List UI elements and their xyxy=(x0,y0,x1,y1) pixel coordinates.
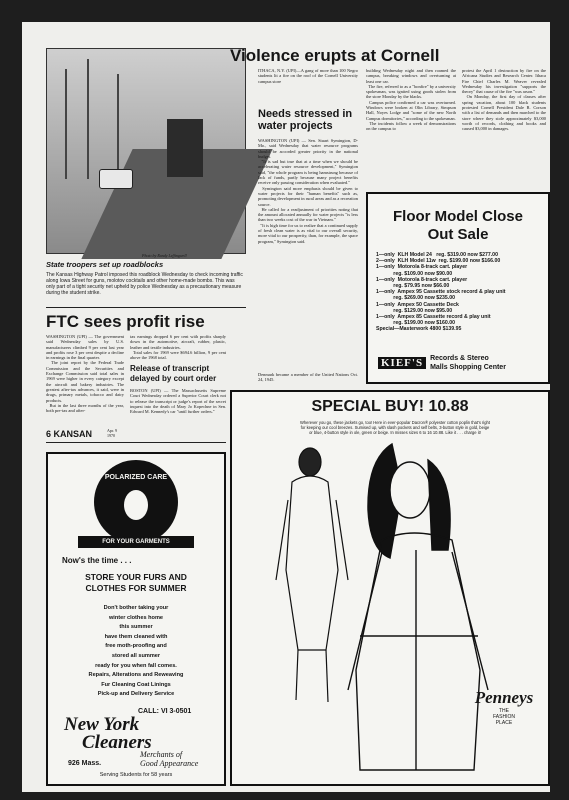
cornell-col1: ITHACA, N.Y. (UPI)—A gang of more than 100 Negro students lit a fire on the roof of the Cornell University campus store xyxy=(258,68,360,84)
kiefs-price-line: 1—only KLH Model 24 reg. $319.00 now $277.00 xyxy=(376,252,498,258)
page-number: 6 xyxy=(46,429,52,439)
woman-figure-large xyxy=(348,444,488,770)
penneys-logo-sub-line: FASHION xyxy=(493,714,515,720)
cleaners-service-line: Don't bother taking your xyxy=(103,605,169,611)
penneys-logo: Penneys xyxy=(474,688,534,707)
kiefs-tagline-line: Malls Shopping Center xyxy=(430,364,506,371)
masthead-date xyxy=(107,428,117,438)
logo-line: New York xyxy=(64,714,140,735)
kiefs-price-line: 1—only Motorola 8-track cart. player xyxy=(376,276,468,283)
penneys-logo-sub-line: THE xyxy=(499,708,509,714)
cleaners-service-line: stored all summer xyxy=(111,652,161,659)
ftc-col1: WASHINGTON (UPI) — The government said Wednesday sales by U.S. manufacturers climbed 9 per cent last year and profits rose 3 per cent despite a decline in earnings in the final quarter. The joint report by the Federal Trade Commission and the Securities and Exchange Commission said total sales in 1969 were higher in every category except the aircraft and bakery industries. The greatest after-tax advances, it said, were in drugs, primary metals, tobacco and dairy products. But in the last three months of the year, both pre-tax and after- xyxy=(46,334,124,414)
penneys-logo-block xyxy=(472,688,536,726)
car xyxy=(99,169,133,189)
cleaners-service-line: this summer xyxy=(119,624,153,631)
ftc-col2: tax earnings dropped 6 per cent with profits sharply down in the automotive, aircraft, rubber, plastic, leather and textile industries. Total sales for 1969 were $694.6 billion, 9 per cent above the 1968 total. xyxy=(130,334,226,361)
photo-caption-headline: State troopers set up roadblocks xyxy=(46,260,164,269)
store-heading xyxy=(48,572,224,594)
kiefs-price-line: 1—only Ampex 95 Cassette stock record & play unit xyxy=(376,289,506,296)
truck xyxy=(167,119,203,177)
cleaners-service-list xyxy=(48,604,224,700)
photo-credit: Photo by Randy Leffingwell xyxy=(142,253,187,258)
masthead-date-line: Apr. 9 xyxy=(107,428,117,433)
penneys-body: Wherever you go, these jackets go, too! Here in ever-popular Dacron® polyester cotton poplin that's right for keeping our cool breezes. Sumised up, with slash pockets and self belts, 3-button style in gold, beige or blue, 4-button style in ole, green or beige. In misses sizes 6 to 16 10.88. Like it . . . charge it! xyxy=(300,420,490,435)
tree-trunk xyxy=(87,59,89,179)
now-time-text: Now's the time . . . xyxy=(62,556,132,565)
transcript-body: BOSTON (UPI) — The Massachusetts Supreme Court Wednesday ordered a Superior Court clerk not to release the transcript or judge's report of the secret inquest into the death of Mary Jo Kopechne in Sen. Edward M. Kennedy's car "until further orders." xyxy=(130,388,228,415)
kiefs-price-line: reg. $199.00 now $160.00 xyxy=(376,320,456,327)
kiefs-price-line: reg. $129.00 now $95.00 xyxy=(376,307,453,314)
bear-icon xyxy=(124,490,148,520)
cornell-headline: Violence erupts at Cornell xyxy=(230,46,440,65)
cornell-col2: building Wednesday night and then roamed the campus, breaking windows and overturning at least one car. The fire, referred to as a "bonfire" by a university spokesman, was ignited using goods stolen from the store Monday by the blacks. Campus police confirmed a car was overturned. Windows were broken at Olin Library, Simpson Hall, Noyes Lodge and "some of the new North Campus dormitories," according to the spokesman. The incidents follow a week of demonstrations on the campus to xyxy=(366,68,456,132)
cleaners-service-line: ready for you when fall comes. xyxy=(95,662,177,669)
transcript-headline: Release of transcript delayed by court order xyxy=(130,364,217,383)
cleaners-serving: Serving Students for 58 years xyxy=(99,772,173,778)
kiefs-tagline-line: Records & Stereo xyxy=(430,355,489,362)
water-note: Denmark became a member of the United Nations Oct. 24, 1945. xyxy=(258,372,360,383)
paper-name: KANSAN xyxy=(53,429,93,439)
cleaners-motto xyxy=(140,750,198,768)
cleaners-ad xyxy=(46,452,226,786)
penneys-headline: SPECIAL BUY! 10.88 xyxy=(311,398,469,415)
newspaper-page xyxy=(22,22,550,792)
page-masthead xyxy=(46,429,92,439)
penneys-logo-sub-line: PLACE xyxy=(495,720,513,726)
kiefs-title-line2: Out Sale xyxy=(427,226,489,243)
store-heading-line: CLOTHES FOR SUMMER xyxy=(85,583,187,593)
kiefs-price-list xyxy=(376,252,506,333)
cleaners-service-line: Pick-up and Delivery Service xyxy=(97,691,175,698)
cleaners-service-line: Repairs, Alterations and Reweaving xyxy=(88,672,184,679)
kiefs-price-line: reg. $109.00 now $90.00 xyxy=(376,270,453,277)
seal-banner: FOR YOUR GARMENTS xyxy=(78,536,194,548)
kiefs-price-line: 2—only KLH Model 11w reg. $199.00 now $166.00 xyxy=(376,258,501,265)
kiefs-footer xyxy=(378,354,506,372)
kiefs-price-line: 1—only Motorola 8-track cart. player xyxy=(376,264,468,271)
kiefs-title-line1: Floor Model Close xyxy=(392,208,523,225)
cleaners-service-line: Fur Cleaning Coat Linings xyxy=(101,681,171,688)
fashion-illustration xyxy=(252,440,532,780)
cleaners-service-line: winter clothes home xyxy=(108,614,164,621)
penneys-ad xyxy=(230,390,550,786)
cleaners-service-line: free moth-proofing and xyxy=(105,643,167,650)
logo-line: Cleaners xyxy=(82,732,152,753)
tree-trunk xyxy=(117,74,119,174)
roadblock-photo xyxy=(46,48,246,254)
motto-line: Good Appearance xyxy=(140,759,199,768)
masthead-date-line: 1970 xyxy=(107,433,115,438)
kiefs-price-line: 1—only Ampex 85 Cassette record & play unit xyxy=(376,314,491,321)
kiefs-price-line: reg. $269.00 now $235.00 xyxy=(376,295,456,302)
tree-trunk xyxy=(65,69,67,179)
cleaners-phone: CALL: VI 3-0501 xyxy=(138,708,192,715)
cornell-col3: protest the April 1 destruction by fire on the Africana Studies and Research Center. Ithaca Fire Chief Charles M. Weaver revealed Wednesday his investigation "supports the theory" that cause of the fire "was arson." On Monday, the first day of classes after spring vacation, about 100 black students protested Cornell President Dale R. Corson with a list of demands and then marched to the store where they stole approximately $3,000 worth of records, clothing and books and caused $3,000 in damages. xyxy=(462,68,546,132)
polarized-care-seal xyxy=(94,460,178,544)
water-body: WASHINGTON (UPI) — Sen. Stuart Symington, D-Mo., said Wednesday that water resource programs should be accorded greater priority in the national budget. "It is sad but true that at a time when we should be accelerating water resource development," Symington said, "the whole program is being hamstrung because of lack of funds, partly because many project benefits receive only passing consideration when evaluated." Symington said more emphasis should be given to water projects for their "human benefits" such as, promoting development in rural areas and as a recreation source. He called for a readjustment of priorities noting that the amount allocated annually for water projects "is less than two weeks cost of the war in Vietnam." "It is high time for us to realize that a continued supply of fresh clean water is as vital to our overall security, more vital to our prosperity, than, for example, the space program," Symington said. xyxy=(258,138,358,244)
ftc-headline: FTC sees profit rise xyxy=(46,312,205,331)
water-headline: Needs stressed in water projects xyxy=(258,108,353,132)
woman-figure-small xyxy=(276,448,348,702)
new-york-cleaners-logo xyxy=(64,716,152,752)
kiefs-price-line: 1—only Ampex 50 Cassette Deck xyxy=(376,301,459,308)
kiefs-tagline xyxy=(430,354,506,372)
store-heading-line: STORE YOUR FURS AND xyxy=(85,572,187,582)
kiefs-price-line: reg. $79.95 now $66.00 xyxy=(376,283,450,290)
cleaners-address: 926 Mass. xyxy=(68,760,102,767)
motto-line: Merchants of xyxy=(140,750,183,759)
kiefs-price-line: Special—Masterwork 4800 $139.95 xyxy=(376,326,462,333)
section-rule xyxy=(46,307,246,308)
cleaners-service-line: have them cleaned with xyxy=(104,633,168,640)
photo-caption-body: The Kansas Highway Patrol imposed this roadblock Wednesday to check incoming traffic along Iowa Street for guns, molotov cocktails and other home-made bombs. This was only part of a tight security net upheld by police Wednesday as a precautionary measure during the student strike. xyxy=(46,272,243,296)
penneys-logo-sub xyxy=(472,708,536,726)
seal-top-text: POLARIZED CARE xyxy=(104,474,168,481)
kiefs-logo: KIEF'S xyxy=(378,357,426,369)
section-rule xyxy=(46,442,226,443)
kiefs-ad xyxy=(366,192,550,384)
